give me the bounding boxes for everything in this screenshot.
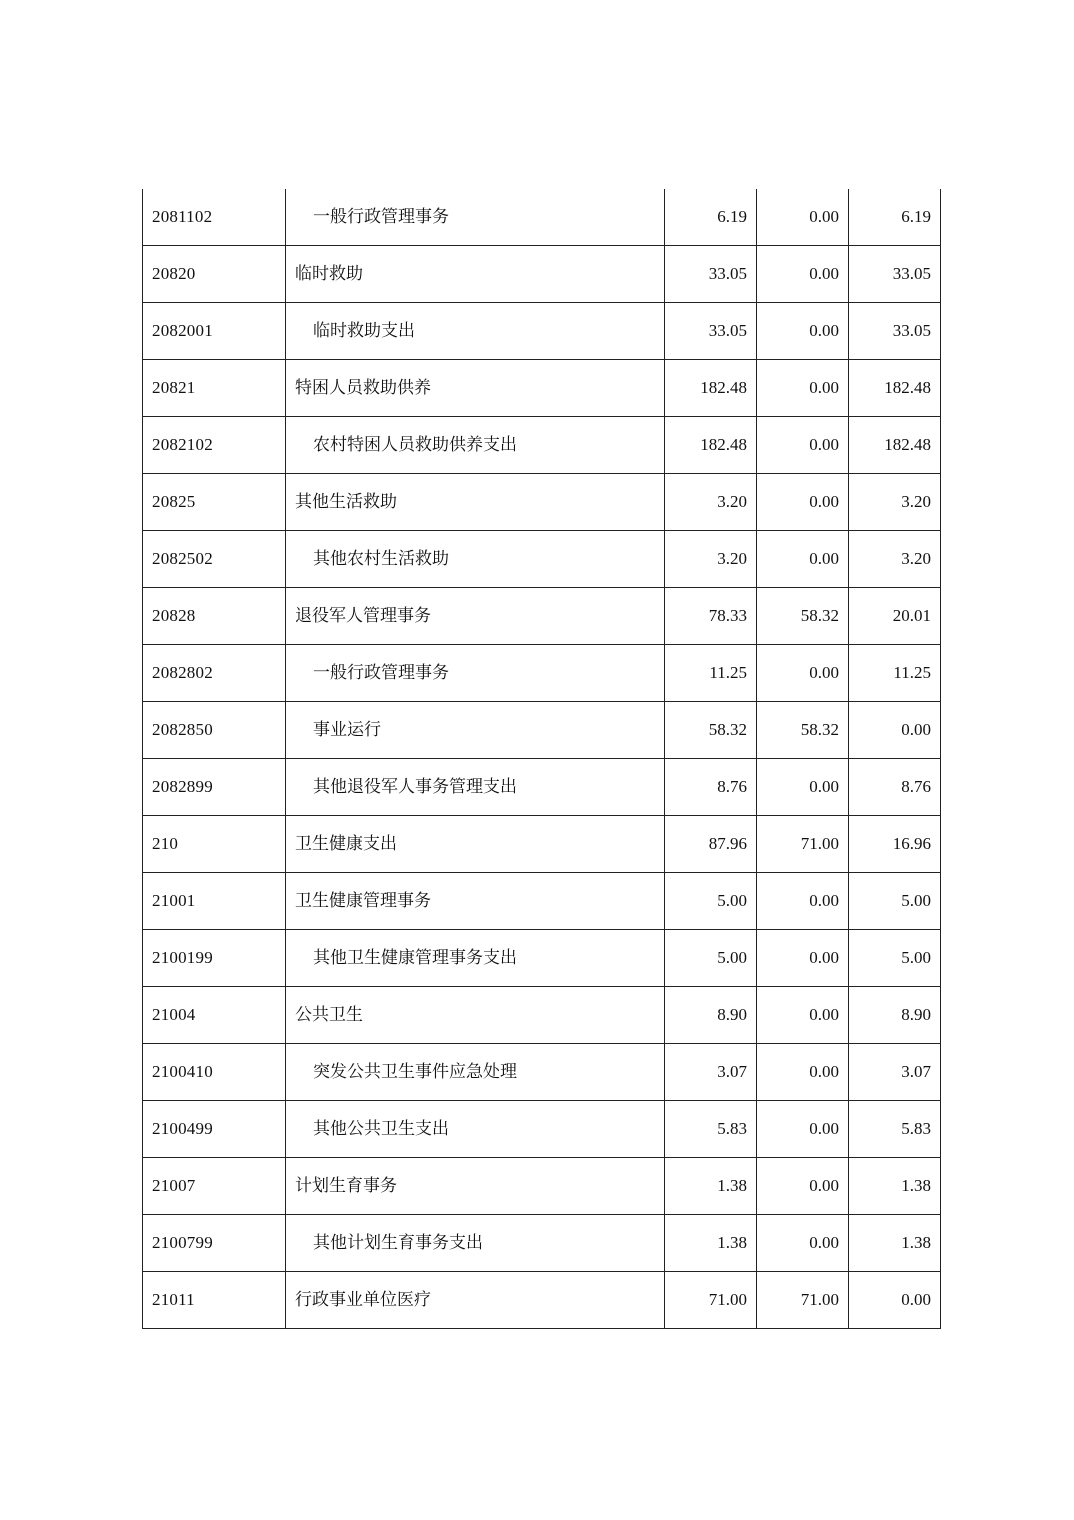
table-row xyxy=(143,1044,941,1101)
subject-code-cell: 20820 xyxy=(143,246,286,303)
subject-name-cell: 其他退役军人事务管理支出 xyxy=(286,759,665,816)
total-amount-cell: 1.38 xyxy=(665,1158,757,1215)
project-expenditure-cell: 33.05 xyxy=(849,246,941,303)
basic-expenditure-cell: 58.32 xyxy=(757,702,849,759)
basic-expenditure-cell: 71.00 xyxy=(757,816,849,873)
total-amount-cell: 6.19 xyxy=(665,189,757,246)
subject-code-cell: 2082802 xyxy=(143,645,286,702)
subject-name-cell: 其他公共卫生支出 xyxy=(286,1101,665,1158)
basic-expenditure-cell: 0.00 xyxy=(757,474,849,531)
subject-name-cell: 公共卫生 xyxy=(286,987,665,1044)
total-amount-cell: 71.00 xyxy=(665,1272,757,1329)
subject-code-cell: 2082502 xyxy=(143,531,286,588)
budget-table-container xyxy=(142,189,940,1329)
total-amount-cell: 1.38 xyxy=(665,1215,757,1272)
subject-code-cell: 21011 xyxy=(143,1272,286,1329)
subject-code-cell: 20821 xyxy=(143,360,286,417)
basic-expenditure-cell: 0.00 xyxy=(757,303,849,360)
project-expenditure-cell: 11.25 xyxy=(849,645,941,702)
project-expenditure-cell: 8.76 xyxy=(849,759,941,816)
subject-code-cell: 20828 xyxy=(143,588,286,645)
table-row xyxy=(143,987,941,1044)
project-expenditure-cell: 5.83 xyxy=(849,1101,941,1158)
subject-name-cell: 农村特困人员救助供养支出 xyxy=(286,417,665,474)
project-expenditure-cell: 3.20 xyxy=(849,474,941,531)
subject-code-cell: 210 xyxy=(143,816,286,873)
subject-name-cell: 其他卫生健康管理事务支出 xyxy=(286,930,665,987)
total-amount-cell: 87.96 xyxy=(665,816,757,873)
table-row xyxy=(143,702,941,759)
project-expenditure-cell: 33.05 xyxy=(849,303,941,360)
table-body xyxy=(143,189,941,1329)
table-row xyxy=(143,360,941,417)
total-amount-cell: 33.05 xyxy=(665,246,757,303)
project-expenditure-cell: 182.48 xyxy=(849,360,941,417)
project-expenditure-cell: 1.38 xyxy=(849,1158,941,1215)
project-expenditure-cell: 0.00 xyxy=(849,702,941,759)
project-expenditure-cell: 16.96 xyxy=(849,816,941,873)
subject-name-cell: 退役军人管理事务 xyxy=(286,588,665,645)
subject-name-cell: 其他计划生育事务支出 xyxy=(286,1215,665,1272)
basic-expenditure-cell: 0.00 xyxy=(757,531,849,588)
total-amount-cell: 8.90 xyxy=(665,987,757,1044)
subject-name-cell: 卫生健康管理事务 xyxy=(286,873,665,930)
total-amount-cell: 33.05 xyxy=(665,303,757,360)
subject-name-cell: 一般行政管理事务 xyxy=(286,645,665,702)
total-amount-cell: 5.83 xyxy=(665,1101,757,1158)
subject-name-cell: 临时救助支出 xyxy=(286,303,665,360)
total-amount-cell: 11.25 xyxy=(665,645,757,702)
total-amount-cell: 3.20 xyxy=(665,531,757,588)
subject-code-cell: 2082850 xyxy=(143,702,286,759)
table-row xyxy=(143,873,941,930)
basic-expenditure-cell: 0.00 xyxy=(757,189,849,246)
table-row xyxy=(143,816,941,873)
subject-code-cell: 21001 xyxy=(143,873,286,930)
table-row xyxy=(143,1158,941,1215)
subject-name-cell: 一般行政管理事务 xyxy=(286,189,665,246)
subject-name-cell: 卫生健康支出 xyxy=(286,816,665,873)
basic-expenditure-cell: 0.00 xyxy=(757,360,849,417)
total-amount-cell: 182.48 xyxy=(665,417,757,474)
table-row xyxy=(143,759,941,816)
table-row xyxy=(143,474,941,531)
subject-code-cell: 20825 xyxy=(143,474,286,531)
basic-expenditure-cell: 0.00 xyxy=(757,246,849,303)
total-amount-cell: 182.48 xyxy=(665,360,757,417)
table-row xyxy=(143,1101,941,1158)
basic-expenditure-cell: 0.00 xyxy=(757,1215,849,1272)
table-row xyxy=(143,1272,941,1329)
table-row xyxy=(143,588,941,645)
table-row xyxy=(143,303,941,360)
basic-expenditure-cell: 0.00 xyxy=(757,645,849,702)
project-expenditure-cell: 3.07 xyxy=(849,1044,941,1101)
subject-code-cell: 2082001 xyxy=(143,303,286,360)
table-row xyxy=(143,417,941,474)
basic-expenditure-cell: 0.00 xyxy=(757,1101,849,1158)
table-row xyxy=(143,246,941,303)
table-row xyxy=(143,930,941,987)
total-amount-cell: 3.07 xyxy=(665,1044,757,1101)
table-row xyxy=(143,1215,941,1272)
subject-code-cell: 2100410 xyxy=(143,1044,286,1101)
basic-expenditure-cell: 0.00 xyxy=(757,930,849,987)
basic-expenditure-cell: 0.00 xyxy=(757,873,849,930)
subject-name-cell: 特困人员救助供养 xyxy=(286,360,665,417)
table-row xyxy=(143,531,941,588)
basic-expenditure-cell: 0.00 xyxy=(757,417,849,474)
total-amount-cell: 3.20 xyxy=(665,474,757,531)
project-expenditure-cell: 0.00 xyxy=(849,1272,941,1329)
subject-name-cell: 突发公共卫生事件应急处理 xyxy=(286,1044,665,1101)
total-amount-cell: 8.76 xyxy=(665,759,757,816)
project-expenditure-cell: 8.90 xyxy=(849,987,941,1044)
subject-code-cell: 21004 xyxy=(143,987,286,1044)
total-amount-cell: 78.33 xyxy=(665,588,757,645)
project-expenditure-cell: 5.00 xyxy=(849,873,941,930)
subject-code-cell: 2081102 xyxy=(143,189,286,246)
subject-name-cell: 其他生活救助 xyxy=(286,474,665,531)
total-amount-cell: 5.00 xyxy=(665,873,757,930)
project-expenditure-cell: 20.01 xyxy=(849,588,941,645)
subject-code-cell: 2100199 xyxy=(143,930,286,987)
subject-code-cell: 21007 xyxy=(143,1158,286,1215)
subject-name-cell: 行政事业单位医疗 xyxy=(286,1272,665,1329)
subject-name-cell: 计划生育事务 xyxy=(286,1158,665,1215)
project-expenditure-cell: 6.19 xyxy=(849,189,941,246)
project-expenditure-cell: 1.38 xyxy=(849,1215,941,1272)
subject-code-cell: 2082899 xyxy=(143,759,286,816)
total-amount-cell: 5.00 xyxy=(665,930,757,987)
basic-expenditure-cell: 0.00 xyxy=(757,759,849,816)
subject-code-cell: 2100499 xyxy=(143,1101,286,1158)
table-row xyxy=(143,189,941,246)
total-amount-cell: 58.32 xyxy=(665,702,757,759)
budget-expenditure-table xyxy=(142,189,941,1329)
subject-code-cell: 2100799 xyxy=(143,1215,286,1272)
project-expenditure-cell: 5.00 xyxy=(849,930,941,987)
basic-expenditure-cell: 0.00 xyxy=(757,987,849,1044)
basic-expenditure-cell: 0.00 xyxy=(757,1044,849,1101)
project-expenditure-cell: 3.20 xyxy=(849,531,941,588)
basic-expenditure-cell: 0.00 xyxy=(757,1158,849,1215)
subject-name-cell: 其他农村生活救助 xyxy=(286,531,665,588)
basic-expenditure-cell: 58.32 xyxy=(757,588,849,645)
subject-name-cell: 事业运行 xyxy=(286,702,665,759)
table-row xyxy=(143,645,941,702)
subject-name-cell: 临时救助 xyxy=(286,246,665,303)
basic-expenditure-cell: 71.00 xyxy=(757,1272,849,1329)
project-expenditure-cell: 182.48 xyxy=(849,417,941,474)
subject-code-cell: 2082102 xyxy=(143,417,286,474)
